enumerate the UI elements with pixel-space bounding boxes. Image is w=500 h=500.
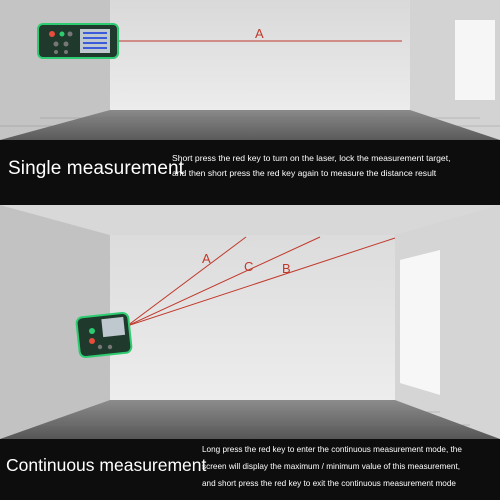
single-measurement-title: Single measurement xyxy=(8,158,185,179)
continuous-measurement-title: Continuous measurement xyxy=(6,455,207,475)
single-description-line-1: Short press the red key to turn on the laser, lock the measurement target, xyxy=(172,153,451,163)
laser-rangefinder-icon xyxy=(38,24,118,58)
single-description-line-2: and then short press the red key again to measure the distance result xyxy=(172,168,437,178)
continuous-description-line-3: and short press the red key to exit the continuous measurement mode xyxy=(202,479,456,488)
room-scene-continuous xyxy=(0,205,500,439)
beam-label-a: A xyxy=(255,26,264,41)
single-measurement-caption xyxy=(0,140,500,205)
continuous-measurement-caption xyxy=(0,439,500,500)
continuous-description-line-1: Long press the red key to enter the continuous measurement mode, the xyxy=(202,445,462,454)
single-measurement-scene xyxy=(0,0,500,140)
beam-label-c: C xyxy=(244,259,254,274)
room-scene-single xyxy=(0,0,500,140)
beam-label-a: A xyxy=(202,251,211,266)
continuous-description-line-2: screen will display the maximum / minimum value of this measurement, xyxy=(202,462,460,471)
continuous-measurement-scene xyxy=(0,205,500,439)
beam-label-b: B xyxy=(282,261,291,276)
laser-rangefinder-icon xyxy=(76,312,132,357)
